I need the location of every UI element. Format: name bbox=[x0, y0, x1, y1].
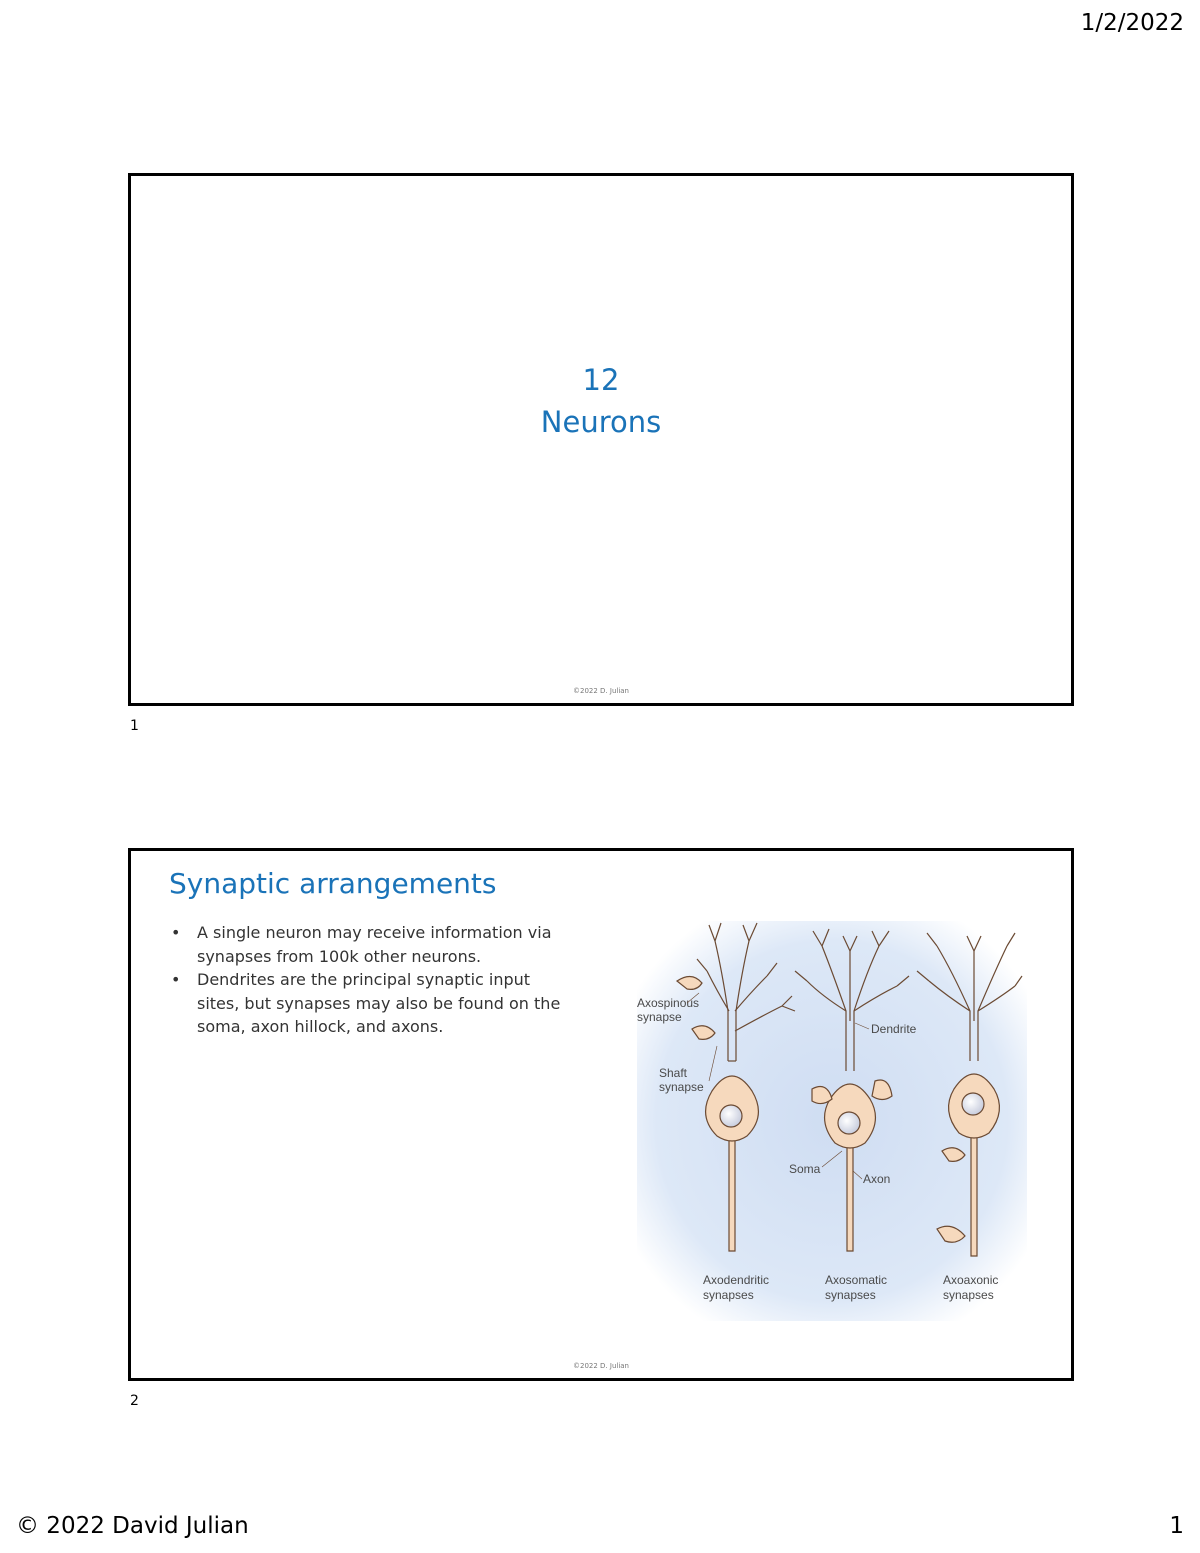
label-axoaxonic: Axoaxonic bbox=[943, 1273, 999, 1287]
label-axodendritic: Axodendritic bbox=[703, 1273, 770, 1287]
label-axodendritic-2: synapses bbox=[703, 1288, 754, 1302]
label-axon: Axon bbox=[863, 1172, 891, 1186]
label-shaft: Shaft bbox=[659, 1066, 688, 1080]
neuron-illustration bbox=[617, 911, 1037, 1331]
label-axosomatic-2: synapses bbox=[825, 1288, 876, 1302]
bullet-list bbox=[169, 921, 569, 1039]
slide-2-number: 2 bbox=[130, 1393, 139, 1409]
label-axospinous-2: synapse bbox=[637, 1010, 682, 1024]
label-axospinous: Axospinous bbox=[637, 996, 700, 1010]
slide-1-copyright: ©2022 D. Julian bbox=[573, 687, 629, 695]
bullet-item: • A single neuron may receive information via synapses from 100k other neurons. bbox=[169, 921, 569, 968]
slide-1-title bbox=[131, 359, 1071, 443]
slide-2 bbox=[128, 848, 1074, 1381]
slide-2-title: Synaptic arrangements bbox=[169, 867, 497, 900]
label-shaft-2: synapse bbox=[659, 1080, 704, 1094]
label-dendrite: Dendrite bbox=[871, 1022, 917, 1036]
label-axosomatic: Axosomatic bbox=[825, 1273, 888, 1287]
footer-copyright: © 2022 David Julian bbox=[16, 1513, 249, 1539]
slide-1-title-number: 12 bbox=[582, 363, 620, 397]
slide-2-copyright: ©2022 D. Julian bbox=[573, 1362, 629, 1370]
bullet-item: • Dendrites are the principal synaptic input sites, but synapses may also be found on the soma, axon hillock, and axons. bbox=[169, 968, 569, 1039]
label-axoaxonic-2: synapses bbox=[943, 1288, 994, 1302]
slide-1-number: 1 bbox=[130, 718, 139, 734]
slide-1 bbox=[128, 173, 1074, 706]
slide-1-title-text: Neurons bbox=[540, 405, 662, 439]
footer-page-number: 1 bbox=[1169, 1513, 1184, 1539]
synapse-figure bbox=[617, 911, 1037, 1331]
label-soma: Soma bbox=[789, 1162, 821, 1176]
page-date: 1/2/2022 bbox=[1080, 10, 1184, 36]
